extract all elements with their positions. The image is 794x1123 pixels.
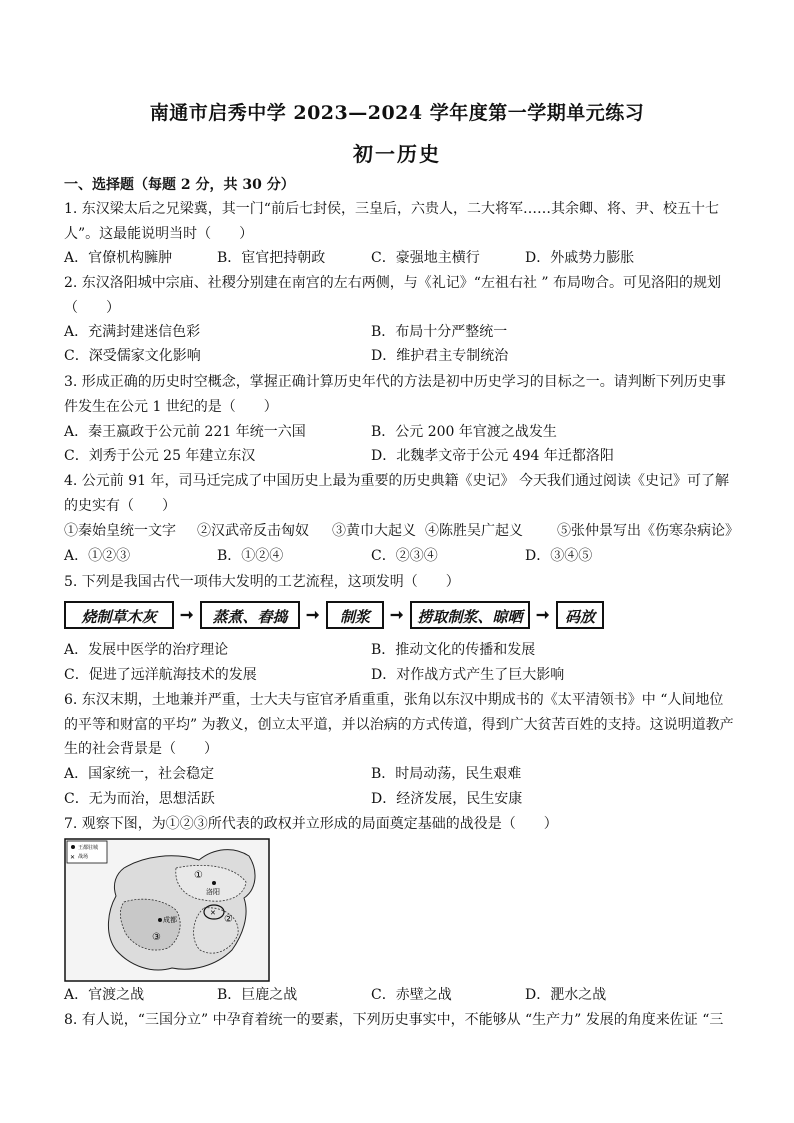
question-1-option-b: B．宦官把持朝政 bbox=[217, 250, 326, 266]
question-3-line-1: 3. 形成正确的历史时空概念，掌握正确计算历史年代的方法是初中历史学习的目标之一。请判断下列历史事 bbox=[64, 374, 726, 390]
question-5-line-1: 5. 下列是我国古代一项伟大发明的工艺流程，这项发明（ ） bbox=[64, 574, 460, 590]
map-label-chengdu: 成都 bbox=[163, 916, 177, 924]
question-7-option-b: B．巨鹿之战 bbox=[217, 987, 298, 1003]
question-3-option-c: C．刘秀于公元 25 年建立东汉 bbox=[64, 448, 256, 464]
question-6-option-b: B．时局动荡，民生艰难 bbox=[371, 766, 522, 782]
flow-step-2: 蒸煮、舂捣 bbox=[200, 601, 300, 629]
question-3-option-b: B．公元 200 年官渡之战发生 bbox=[371, 424, 557, 440]
question-4-option-a: A．①②③ bbox=[64, 548, 131, 564]
question-1-line-1: 1. 东汉梁太后之兄梁冀，其一门“前后七封侯，三皇后，六贵人，二大将军……其余卿、将、尹、校五十七 bbox=[64, 201, 719, 217]
question-4-item-2: ②汉武帝反击匈奴 bbox=[197, 523, 309, 539]
question-2-line-2: （ ） bbox=[64, 300, 120, 316]
question-3-line-2: 件发生在公元 1 世纪的是（ ） bbox=[64, 399, 278, 415]
question-5-option-b: B．推动文化的传播和发展 bbox=[371, 642, 536, 658]
question-5-option-d: D．对作战方式产生了巨大影响 bbox=[371, 667, 565, 683]
map-legend-battlefield: 战场 bbox=[78, 854, 89, 860]
map-label-circle-1: ① bbox=[194, 870, 203, 881]
question-3-option-a: A．秦王嬴政于公元前 221 年统一六国 bbox=[64, 424, 306, 440]
question-4-option-c: C．②③④ bbox=[371, 548, 438, 564]
question-2-option-c: C．深受儒家文化影响 bbox=[64, 348, 201, 364]
flow-step-3: 制浆 bbox=[326, 601, 384, 629]
question-6-line-1: 6. 东汉末期，土地兼并严重，士大夫与宦官矛盾重重，张角以东汉中期成书的《太平清领书》中 “人间地位 bbox=[64, 692, 724, 708]
map-label-luoyang: 洛阳 bbox=[206, 888, 220, 896]
question-4-line-2: 的史实有（ ） bbox=[64, 498, 176, 514]
question-4-item-5: ⑤张仲景写出《伤寒杂病论》 bbox=[557, 523, 739, 539]
flow-step-4: 捞取制浆、晾晒 bbox=[410, 601, 530, 629]
question-1-line-2: 人”。这最能说明当时（ ） bbox=[64, 226, 254, 242]
question-1-option-c: C．豪强地主横行 bbox=[371, 250, 480, 266]
question-6-option-d: D．经济发展，民生安康 bbox=[371, 791, 523, 807]
question-6-line-2: 的平等和财富的平均” 为教义，创立太平道，并以治病的方式传道，得到广大贫苦百姓的支持。这说明道教产 bbox=[64, 717, 734, 733]
question-1-option-a: A．官僚机构臃肿 bbox=[64, 250, 173, 266]
question-5-option-a: A．发展中医学的治疗理论 bbox=[64, 642, 229, 658]
capital-dot-icon bbox=[71, 845, 75, 849]
map-label-circle-2: ② bbox=[224, 914, 233, 925]
question-2-option-b: B．布局十分严整统一 bbox=[371, 324, 508, 340]
arrow-right-icon: ➞ bbox=[390, 605, 404, 624]
process-flowchart bbox=[64, 601, 604, 633]
question-4-line-1: 4. 公元前 91 年，司马迁完成了中国历史上最为重要的历史典籍《史记》 今天我们通过阅读《史记》可了解 bbox=[64, 473, 729, 489]
question-2-option-a: A．充满封建迷信色彩 bbox=[64, 324, 201, 340]
question-6-line-3: 生的社会背景是（ ） bbox=[64, 741, 218, 757]
page-subtitle: 初一历史 bbox=[353, 142, 441, 166]
question-2-line-1: 2. 东汉洛阳城中宗庙、社稷分别建在南宫的左右两侧，与《礼记》“左祖右社 ” 布局吻合。可见洛阳的规划 bbox=[64, 275, 722, 291]
question-7-option-a: A．官渡之战 bbox=[64, 987, 145, 1003]
three-kingdoms-map bbox=[64, 838, 270, 982]
question-4-option-b: B．①②④ bbox=[217, 548, 284, 564]
question-8-line-1: 8. 有人说，“三国分立” 中孕育着统一的要素，下列历史事实中，不能够从 “生产力” 发展的角度来佐证 “三 bbox=[64, 1012, 724, 1028]
question-4-item-1: ①秦始皇统一文字 bbox=[64, 523, 176, 539]
question-2-option-d: D．维护君主专制统治 bbox=[371, 348, 509, 364]
question-4-item-3: ③黄巾大起义 bbox=[332, 523, 416, 539]
arrow-right-icon: ➞ bbox=[306, 605, 320, 624]
page-title: 南通市启秀中学 2023—2024 学年度第一学期单元练习 bbox=[149, 102, 645, 124]
question-1-option-d: D．外戚势力膨胀 bbox=[525, 250, 635, 266]
question-4-option-d: D．③④⑤ bbox=[525, 548, 593, 564]
question-4-item-4: ④陈胜吴广起义 bbox=[425, 523, 523, 539]
section-heading: 一、选择题（每题 2 分，共 30 分） bbox=[64, 177, 295, 193]
map-label-circle-3: ③ bbox=[152, 932, 161, 943]
map-legend-capital: 王都驻城 bbox=[78, 845, 99, 851]
question-6-option-c: C．无为而治，思想活跃 bbox=[64, 791, 215, 807]
luoyang-dot-icon bbox=[212, 881, 216, 885]
question-6-option-a: A．国家统一，社会稳定 bbox=[64, 766, 215, 782]
arrow-right-icon: ➞ bbox=[180, 605, 194, 624]
battle-cross-icon: ✕ bbox=[70, 854, 76, 861]
arrow-right-icon: ➞ bbox=[536, 605, 550, 624]
chengdu-dot-icon bbox=[158, 918, 162, 922]
flow-step-1: 烧制草木灰 bbox=[64, 601, 174, 629]
flow-step-5: 码放 bbox=[556, 601, 604, 629]
question-7-option-d: D．淝水之战 bbox=[525, 987, 607, 1003]
question-7-line-1: 7. 观察下图，为①②③所代表的政权并立形成的局面奠定基础的战役是（ ） bbox=[64, 816, 558, 832]
question-3-option-d: D．北魏孝文帝于公元 494 年迁都洛阳 bbox=[371, 448, 614, 464]
question-7-option-c: C．赤壁之战 bbox=[371, 987, 452, 1003]
question-5-option-c: C．促进了远洋航海技术的发展 bbox=[64, 667, 257, 683]
battle-cross-icon: ✕ bbox=[210, 909, 216, 917]
